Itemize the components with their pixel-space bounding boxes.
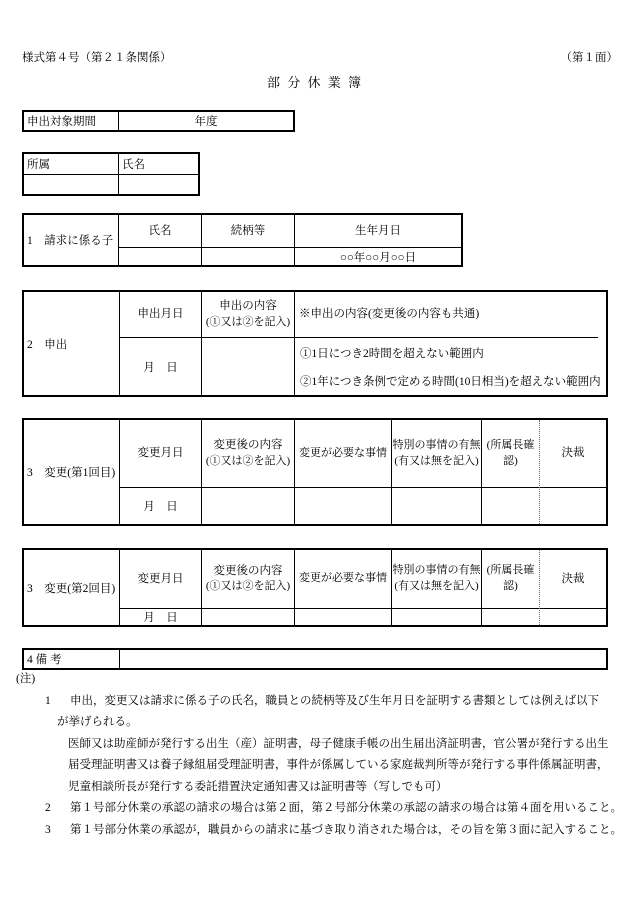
change2-reason-header: 変更が必要な事情 (295, 550, 391, 609)
change1-special-header-line1: 特別の事情の有無 (392, 438, 481, 451)
note-item-1 (45, 694, 599, 709)
child-name-value-cell (119, 248, 201, 265)
change1-table (22, 418, 608, 526)
note-item-2 (45, 801, 622, 816)
affiliation-value-cell (24, 175, 119, 194)
page-marker: （第１面） (560, 52, 618, 64)
request-row-label: 2 申出 (24, 292, 120, 395)
change1-reason-header: 変更が必要な事情 (295, 420, 391, 488)
request-option-1: ①1日につき2時間を超えない範囲内 (300, 348, 484, 360)
note-1-number: 1 (45, 695, 51, 707)
note-2-number: 2 (45, 802, 51, 814)
request-option-2: ②1年につき条例で定める時間(10日相当)を超えない範囲内 (300, 376, 601, 388)
change1-content-header-line1: 変更後の内容 (213, 439, 283, 452)
change2-confirm-value-cell (482, 609, 539, 625)
change1-approval-value-cell (540, 488, 606, 524)
period-label: 申出対象期間 (24, 112, 119, 130)
change1-content-value-cell (202, 488, 294, 524)
change1-approval-header: 決裁 (540, 420, 606, 488)
period-value-cell: 年度 (194, 116, 218, 128)
note-3-number: 3 (45, 824, 51, 836)
note-1-text: 申出，変更又は請求に係る子の氏名，職員との続柄等及び生年月日を証明する書類としては例えば以下 (70, 695, 599, 707)
change1-special-value-cell (392, 488, 481, 524)
request-date-cell: 月 日 (143, 361, 178, 374)
request-content-header-line2: (①又は②を記入) (205, 315, 291, 328)
child-table (22, 213, 463, 267)
remarks-value-cell (120, 650, 606, 668)
change2-reason-value-cell (295, 609, 391, 625)
notes-heading: (注) (16, 673, 36, 685)
change2-confirm-header-line2: 認) (503, 580, 518, 592)
staff-name-label: 氏名 (122, 159, 145, 171)
change1-row-label: 3 変更(第1回目) (24, 420, 120, 524)
change2-special-value-cell (392, 609, 481, 625)
change1-reason-value-cell (295, 488, 391, 524)
note-1-continuation: が挙げられる。 (57, 716, 138, 728)
note-1-example-line2: 届受理証明書又は養子縁組届受理証明書，事件が係属している家庭裁判所等が発行する事件係属証明書， (68, 759, 609, 771)
child-birth-header: 生年月日 (295, 215, 461, 248)
note-2-text: 第１号部分休業の承認の請求の場合は第２面，第２号部分休業の承認の請求の場合は第４面を用いること。 (70, 802, 622, 814)
change2-approval-value-cell (540, 609, 606, 625)
change1-special-header-line2: (有又は無を記入) (394, 454, 479, 467)
change2-content-header-line2: (①又は②を記入) (205, 580, 291, 593)
note-3-text: 第１号部分休業の承認が，職員からの請求に基づき取り消された場合は，その旨を第３面に記入すること。 (70, 824, 622, 836)
request-note-divider (295, 337, 598, 338)
form-number: 様式第４号（第２１条関係） (22, 52, 172, 64)
note-item-3 (45, 823, 622, 838)
child-name-header: 氏名 (119, 215, 201, 248)
request-date-header: 申出月日 (120, 292, 201, 338)
change2-special-header-line1: 特別の事情の有無 (392, 564, 481, 577)
change2-special-header-line2: (有又は無を記入) (394, 580, 479, 592)
request-note-title: ※申出の内容(変更後の内容も共通) (299, 308, 480, 320)
affiliation-label: 所属 (24, 154, 119, 174)
change1-confirm-header-line2: 認) (503, 454, 518, 467)
change2-content-value-cell (202, 609, 294, 625)
remarks-table (22, 648, 608, 670)
change1-date-header: 変更月日 (120, 420, 201, 488)
staff-name-value-cell (119, 175, 198, 194)
request-content-value-cell (202, 338, 294, 395)
change2-date-header: 変更月日 (120, 550, 201, 609)
change2-date-cell: 月 日 (143, 612, 178, 624)
period-table (22, 110, 295, 132)
remarks-row-label: 4 備 考 (24, 650, 120, 668)
request-table (22, 290, 608, 397)
note-1-example-line3: 児童相談所長が発行する委託措置決定通知書又は証明書等（写しでも可） (68, 781, 448, 793)
change2-content-header-line1: 変更後の内容 (213, 564, 283, 577)
page-title: 部 分 休 業 簿 (266, 75, 363, 90)
request-content-header-line1: 申出の内容 (219, 300, 277, 313)
staff-table (22, 152, 200, 196)
change2-approval-header: 決裁 (540, 550, 606, 609)
child-birth-value: ○○年○○月○○日 (339, 251, 417, 264)
change2-table (22, 548, 608, 627)
request-note-cell (295, 292, 606, 395)
child-relation-header: 続柄等 (202, 215, 294, 248)
change1-confirm-value-cell (482, 488, 539, 524)
change1-confirm-header-line1: (所属長確 (486, 438, 535, 451)
child-relation-value-cell (202, 248, 294, 265)
change1-content-header-line2: (①又は②を記入) (205, 454, 291, 467)
change2-confirm-header-line1: (所属長確 (486, 564, 535, 577)
change2-row-label: 3 変更(第2回目) (24, 550, 120, 625)
child-row-label: 1 請求に係る子 (24, 215, 119, 265)
note-1-example-line1: 医師又は助産師が発行する出生（産）証明書，母子健康手帳の出生届出済証明書，官公署が発行する出生 (68, 738, 609, 750)
change1-date-cell: 月 日 (143, 501, 178, 513)
